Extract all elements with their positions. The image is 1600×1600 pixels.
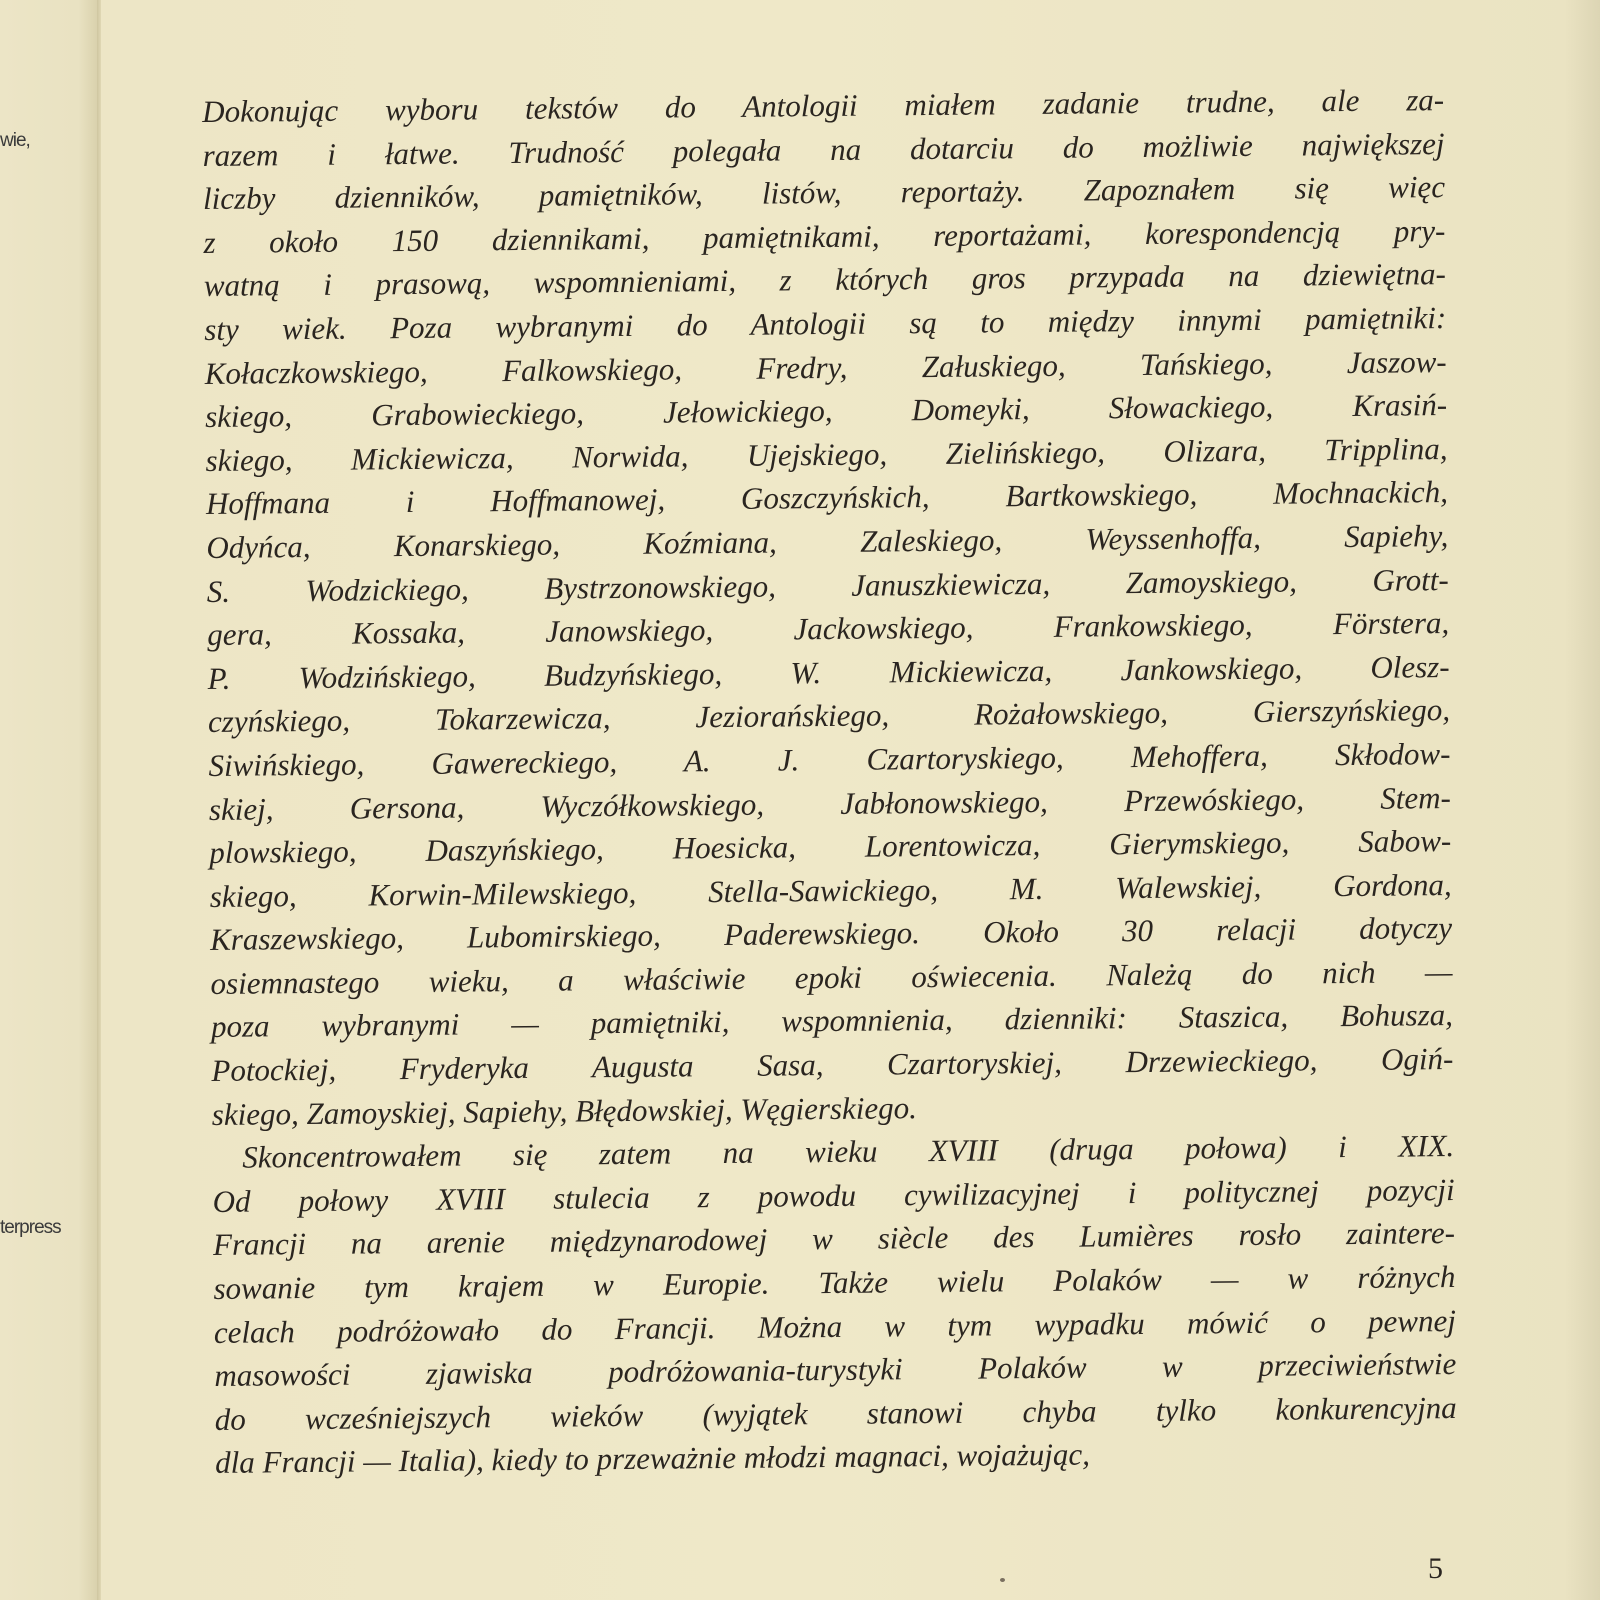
text-line: osiemnastego wieku, a właściwie epoki oświecenia. Należą do nich —: [210, 953, 1453, 1001]
text-line: P. Wodzińskiego, Budzyńskiego, W. Mickiewicza, Jankowskiego, Olesz-: [207, 648, 1450, 696]
text-line: Odyńca, Konarskiego, Koźmiana, Zaleskiego, Weyssenhoffa, Sapiehy,: [206, 517, 1449, 565]
text-line: Hoffmana i Hoffmanowej, Goszczyńskich, Bartkowskiego, Mochnackich,: [205, 474, 1449, 522]
text-line: sowanie tym krajem w Europie. Także wielu Polaków — w różnych: [213, 1259, 1456, 1306]
text-line: Kraszewskiego, Lubomirskiego, Paderewskiego. Około 30 relacji dotyczy: [209, 910, 1453, 958]
paragraph-2: [212, 1124, 1457, 1485]
text-line: skiego, Grabowieckiego, Jełowickiego, Domeyki, Słowackiego, Krasiń-: [204, 387, 1448, 435]
page-gutter: [97, 0, 101, 1600]
previous-page-edge: [0, 0, 98, 1600]
text-line: masowości zjawiska podróżowania-turystyki Polaków w przeciwieństwie: [214, 1346, 1457, 1394]
text-line: gera, Kossaka, Janowskiego, Jackowskiego, Frankowskiego, Förstera,: [207, 605, 1450, 653]
text-line: celach podróżowało do Francji. Można w tym wypadku mówić o pewnej: [213, 1302, 1457, 1350]
text-line: razem i łatwe. Trudność polegała na dotarciu do możliwie największej: [202, 125, 1445, 173]
text-line: S. Wodzickiego, Bystrzonowskiego, Januszkiewicza, Zamoyskiego, Grott-: [206, 561, 1449, 609]
body-text: [202, 78, 1457, 1485]
text-line: sty wiek. Poza wybranymi do Antologii są to między innymi pamiętniki:: [204, 300, 1447, 347]
text-line: Siwińskiego, Gawereckiego, A. J. Czartoryskiego, Mehoffera, Skłodow-: [208, 735, 1451, 783]
text-line: z około 150 dziennikami, pamiętnikami, reportażami, korespondencją pry-: [203, 212, 1446, 260]
text-line: Kołaczkowskiego, Falkowskiego, Fredry, Załuskiego, Tańskiego, Jaszow-: [204, 343, 1447, 391]
text-line: skiej, Gersona, Wyczółkowskiego, Jabłonowskiego, Przewóskiego, Stem-: [208, 779, 1452, 827]
text-line: Potockiej, Fryderyka Augusta Sasa, Czartoryskiej, Drzewieckiego, Ogiń-: [211, 1041, 1454, 1089]
paragraph-1: [202, 78, 1454, 1136]
page-number: 5: [1428, 1552, 1443, 1585]
text-line: Od połowy XVIII stulecia z powodu cywilizacyjnej i politycznej pozycji: [212, 1171, 1455, 1219]
margin-text-fragment: wie,: [0, 130, 30, 151]
text-line: dla Francji — Italia), kiedy to przeważnie młodzi magnaci, wojażując,: [215, 1436, 1091, 1481]
print-speck: [1000, 1578, 1005, 1582]
text-line: do wcześniejszych wieków (wyjątek stanowi chyba tylko konkurencyjna: [214, 1389, 1457, 1437]
text-line: skiego, Korwin-Milewskiego, Stella-Sawickiego, M. Walewskiej, Gordona,: [209, 866, 1452, 914]
text-line: plowskiego, Daszyńskiego, Hoesicka, Lorentowicza, Gierymskiego, Sabow-: [209, 823, 1452, 871]
page-edge-shadow: [1564, 0, 1600, 1600]
text-line: czyńskiego, Tokarzewicza, Jeziorańskiego, Rożałowskiego, Gierszyńskiego,: [207, 692, 1451, 740]
text-line: Dokonując wyboru tekstów do Antologii miałem zadanie trudne, ale za-: [202, 82, 1445, 129]
text-line: liczby dzienników, pamiętników, listów, reportaży. Zapoznałem się więc: [202, 169, 1446, 217]
text-line: watną i prasową, wspomnieniami, z których gros przypada na dziewiętna-: [203, 256, 1446, 304]
text-line: poza wybranymi — pamiętniki, wspomnienia, dzienniki: Staszica, Bohusza,: [210, 997, 1454, 1045]
margin-text-fragment: terpress: [0, 1217, 61, 1238]
text-line: skiego, Zamoyskiej, Sapiehy, Błędowskiej, Węgierskiego.: [211, 1089, 918, 1132]
text-line: Francji na arenie międzynarodowej w siècle des Lumières rosło zaintere-: [212, 1215, 1456, 1263]
text-line: Skoncentrowałem się zatem na wieku XVIII (druga połowa) i XIX.: [242, 1128, 1455, 1175]
text-line: skiego, Mickiewicza, Norwida, Ujejskiego, Zielińskiego, Olizara, Tripplina,: [205, 430, 1448, 478]
